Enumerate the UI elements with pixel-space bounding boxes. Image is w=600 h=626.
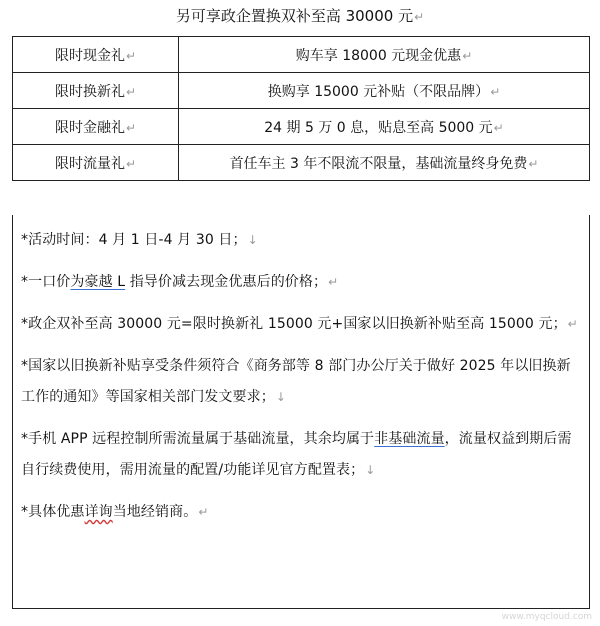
line-break-mark: ↓ bbox=[247, 233, 258, 247]
row-name: 限时现金礼 bbox=[54, 47, 125, 64]
note-text: *手机 APP 远程控制所需流量属于基础流量，其余均属于 bbox=[21, 431, 375, 447]
non-basic-traffic-underlined: 非基础流量 bbox=[374, 431, 445, 447]
row-name: 限时流量礼 bbox=[54, 155, 125, 172]
paragraph-mark: ↵ bbox=[490, 84, 501, 99]
row-name-cell bbox=[13, 37, 179, 73]
paragraph-mark: ↵ bbox=[328, 275, 339, 289]
title-text: 另可享政企置换双补至高 30000 元 bbox=[175, 7, 414, 25]
note-dealer-inquiry bbox=[21, 497, 579, 528]
note-text: 当地经销商。 bbox=[112, 504, 198, 520]
paragraph-mark: ↵ bbox=[198, 505, 209, 519]
note-data-traffic bbox=[21, 424, 579, 497]
table-row bbox=[13, 73, 590, 109]
paragraph-mark: ↵ bbox=[414, 10, 425, 24]
watermark: www.myqcloud.com bbox=[501, 612, 592, 622]
note-trade-in-conditions bbox=[21, 351, 579, 424]
note-double-subsidy bbox=[21, 309, 579, 351]
row-name-cell bbox=[13, 145, 179, 181]
row-desc: 购车享 18000 元现金优惠 bbox=[295, 47, 462, 64]
paragraph-mark: ↵ bbox=[125, 120, 137, 135]
note-text: ，流量权益到期后需自行续费使用，需用流量的配置/功能详见官方配置表； bbox=[21, 431, 572, 478]
paragraph-mark: ↵ bbox=[462, 48, 473, 63]
note-text: *政企双补至高 30000 元=限时换新礼 15000 元+国家以旧换新补贴至高 15000 元； bbox=[21, 316, 567, 332]
row-desc: 换购享 15000 元补贴（不限品牌） bbox=[267, 83, 490, 100]
note-text: *国家以旧换新补贴享受条件须符合《商务部等 8 部门办公厅关于做好 2025 年以旧换新工作的通知》等国家相关部门发文要求； bbox=[21, 358, 571, 405]
notes-box bbox=[12, 215, 590, 609]
spellcheck-underlined-word: 详询 bbox=[84, 504, 113, 520]
note-text: *一口价 bbox=[21, 274, 71, 290]
note-activity-period bbox=[21, 225, 579, 267]
row-desc-cell bbox=[179, 37, 590, 73]
model-name-underlined: 为豪越 L bbox=[70, 274, 126, 290]
paragraph-mark: ↵ bbox=[493, 120, 504, 135]
note-text: *活动时间：4 月 1 日-4 月 30 日； bbox=[21, 232, 247, 248]
note-text: *具体优惠 bbox=[21, 504, 85, 520]
note-text: 指导价减去现金优惠后的价格； bbox=[125, 274, 328, 290]
row-name: 限时金融礼 bbox=[54, 119, 125, 136]
row-desc-cell bbox=[179, 73, 590, 109]
table-row bbox=[13, 109, 590, 145]
promo-table bbox=[12, 36, 590, 181]
row-desc-cell bbox=[179, 109, 590, 145]
row-name-cell bbox=[13, 109, 179, 145]
row-desc: 首任车主 3 年不限流不限量，基础流量终身免费 bbox=[229, 155, 528, 172]
line-break-mark: ↓ bbox=[365, 463, 376, 477]
paragraph-mark: ↵ bbox=[567, 317, 578, 331]
row-name: 限时换新礼 bbox=[54, 83, 125, 100]
paragraph-mark: ↵ bbox=[125, 84, 137, 99]
paragraph-mark: ↵ bbox=[125, 48, 137, 63]
row-desc: 24 期 5 万 0 息，贴息至高 5000 元 bbox=[264, 119, 493, 136]
row-name-cell bbox=[13, 73, 179, 109]
paragraph-mark: ↵ bbox=[528, 156, 539, 171]
table-row bbox=[13, 145, 590, 181]
paragraph-mark: ↵ bbox=[125, 156, 137, 171]
note-fixed-price bbox=[21, 267, 579, 309]
row-desc-cell bbox=[179, 145, 590, 181]
line-break-mark: ↓ bbox=[275, 390, 286, 404]
page-title bbox=[0, 6, 600, 27]
table-row bbox=[13, 37, 590, 73]
